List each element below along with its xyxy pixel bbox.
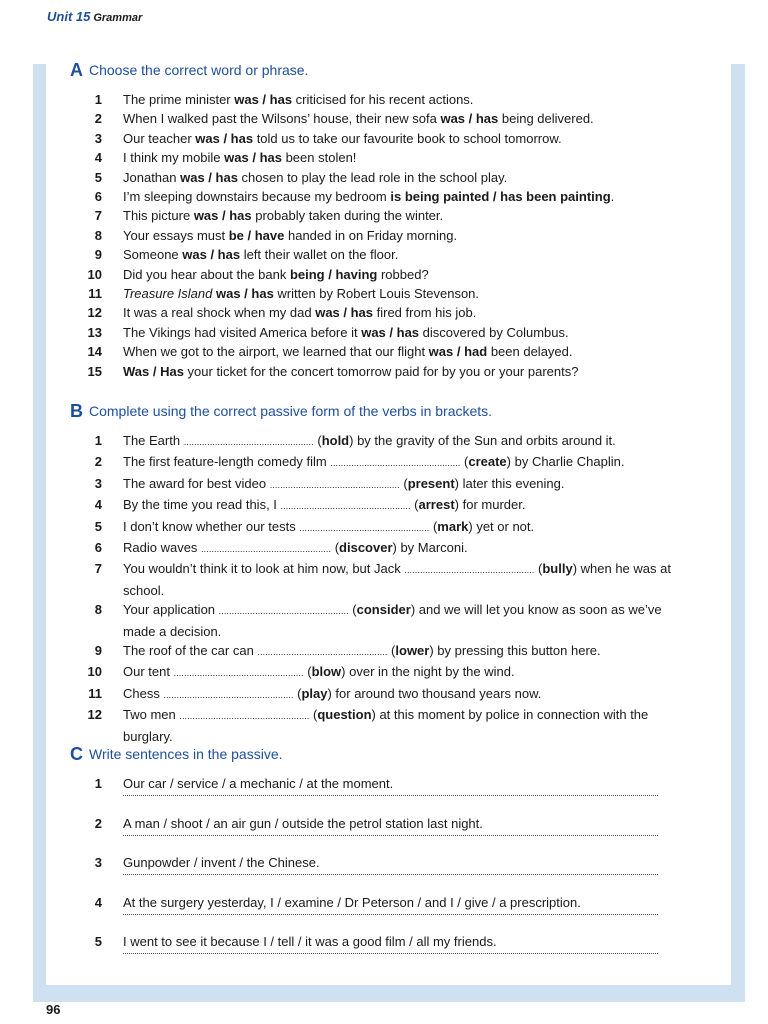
answer-blank[interactable]: ..................................................	[218, 606, 349, 617]
item-text: ) later this evening.	[454, 475, 565, 491]
item-text: your ticket for the concert tomorrow paid for by you or your parents?	[183, 363, 579, 379]
item-text: When we got to the airport, we learned that our flight	[123, 344, 429, 360]
item-text: (	[309, 707, 318, 723]
option-text: mark	[437, 518, 469, 534]
answer-blank[interactable]: ..................................................	[280, 501, 411, 512]
section-b-letter: B	[70, 401, 83, 421]
item-number: 2	[94, 454, 102, 470]
item-text: told us to take our favourite book to school tomorrow.	[253, 130, 562, 146]
item-number: 6	[94, 540, 102, 556]
exercise-item	[78, 90, 688, 109]
section-b-heading	[70, 401, 492, 422]
exercise-item	[78, 853, 688, 893]
item-text: being delivered.	[498, 111, 594, 127]
exercise-item	[78, 538, 688, 559]
exercise-item	[78, 431, 688, 452]
exercise-item	[78, 109, 688, 128]
item-text: ) by pressing this button here.	[429, 643, 601, 659]
item-text: ) at this moment by police in connection with the burglary.	[123, 707, 649, 744]
item-prompt: A man / shoot / an air gun / outside the petrol station last night.	[123, 815, 483, 831]
option-text: be / have	[228, 227, 285, 243]
item-text: You wouldn’t think it to look at him now, but Jack	[123, 561, 405, 577]
exercise-item	[78, 705, 688, 746]
option-text: was / has	[215, 286, 274, 302]
item-number: 2	[94, 111, 102, 127]
item-text: (	[534, 561, 543, 577]
item-text: (	[399, 475, 408, 491]
item-text: ) for around two thousand years now.	[327, 685, 542, 701]
item-text: The roof of the car can	[123, 643, 258, 659]
answer-blank[interactable]: ..................................................	[179, 711, 310, 722]
item-text: Our tent	[123, 664, 174, 680]
item-text: ) and we will let you know as soon as we’ve made a decision.	[123, 602, 662, 639]
exercise-item	[78, 474, 688, 495]
item-text: criticised for his recent actions.	[292, 92, 474, 107]
exercise-item	[78, 517, 688, 538]
section-c-title: Write sentences in the passive.	[89, 746, 283, 762]
exercise-item	[78, 932, 688, 972]
item-text: been delayed.	[487, 344, 573, 360]
section-a-heading	[70, 60, 308, 81]
item-number: 14	[87, 344, 102, 360]
unit-label: Unit 15	[47, 9, 91, 24]
answer-blank[interactable]: ..................................................	[269, 479, 400, 490]
item-text: I’m sleeping downstairs because my bedroom	[123, 189, 391, 205]
option-text: consider	[356, 602, 411, 618]
item-number: 4	[94, 894, 102, 910]
section-a-title: Choose the correct word or phrase.	[89, 62, 309, 78]
item-text: The first feature-length comedy film	[123, 454, 331, 470]
item-number: 3	[94, 130, 102, 146]
exercise-item	[78, 206, 688, 225]
page-number: 96	[46, 1002, 61, 1017]
item-number: 5	[94, 169, 102, 185]
exercise-item	[78, 452, 688, 473]
section-label: Grammar	[93, 12, 143, 24]
option-text: was / has	[180, 169, 238, 185]
item-text: (	[293, 685, 302, 701]
option-text: blow	[311, 664, 342, 680]
item-number: 13	[87, 324, 102, 340]
item-number: 9	[94, 643, 102, 659]
item-number: 11	[88, 685, 102, 701]
item-text: Your application	[123, 602, 219, 618]
unit-header	[47, 8, 142, 26]
item-text: ) for murder.	[454, 497, 526, 513]
item-number: 3	[94, 475, 102, 491]
item-text: Two men	[123, 707, 180, 723]
item-text: Radio waves	[123, 540, 202, 556]
item-number: 10	[87, 266, 102, 282]
item-text: ) yet or not.	[468, 518, 535, 534]
item-text: (	[303, 664, 312, 680]
item-text: Treasure Island	[123, 286, 213, 302]
item-text: Your essays must	[123, 227, 229, 243]
item-text: handed in on Friday morning.	[284, 227, 458, 243]
item-prompt: I went to see it because I / tell / it was a good film / all my friends.	[123, 934, 497, 949]
exercise-item	[78, 600, 688, 641]
item-number: 12	[87, 707, 102, 723]
exercise-item	[78, 342, 688, 361]
option-text: play	[301, 685, 328, 701]
exercise-item	[78, 662, 688, 683]
option-text: question	[317, 707, 372, 723]
item-text: probably taken during the winter.	[251, 208, 444, 224]
item-text: (	[313, 433, 322, 448]
option-text: bully	[542, 561, 573, 577]
exercise-item	[78, 148, 688, 167]
item-number: 1	[94, 776, 102, 791]
item-text: fired from his job.	[373, 305, 477, 321]
item-text: Did you hear about the bank	[123, 266, 290, 282]
item-number: 15	[87, 363, 102, 379]
item-number: 6	[94, 189, 102, 205]
item-text: This picture	[123, 208, 194, 224]
item-text: discovered by Columbus.	[419, 324, 569, 340]
answer-blank[interactable]: ..................................................	[183, 437, 314, 447]
exercise-item	[78, 168, 688, 187]
option-text: is being painted / has been painting	[390, 189, 611, 205]
exercise-item	[78, 495, 688, 516]
item-text: The award for best video	[123, 475, 270, 491]
item-number: 4	[94, 150, 102, 166]
item-text: By the time you read this, I	[123, 497, 281, 513]
option-text: discover	[339, 540, 393, 556]
answer-line[interactable]	[123, 953, 658, 954]
option-text: was / has	[224, 150, 282, 166]
item-number: 3	[94, 855, 102, 870]
option-text: was / has	[361, 324, 420, 340]
item-text: (	[348, 602, 357, 618]
answer-blank[interactable]: ..................................................	[163, 689, 294, 700]
item-text: (	[460, 454, 469, 470]
item-text: left their wallet on the floor.	[240, 247, 399, 263]
item-prompt: At the surgery yesterday, I / examine / Dr Peterson / and I / give / a prescription.	[123, 894, 581, 910]
item-text: written by Robert Louis Stevenson.	[273, 286, 480, 302]
exercise-item	[78, 559, 688, 600]
exercise-item	[78, 284, 688, 303]
section-a-letter: A	[70, 60, 83, 80]
exercise-item	[78, 265, 688, 284]
option-text: was / had	[428, 344, 488, 360]
item-text: .	[610, 189, 615, 205]
exercise-item	[78, 641, 688, 662]
exercise-item	[78, 187, 688, 206]
item-text: The Earth	[123, 433, 184, 448]
item-number: 5	[94, 934, 102, 949]
exercise-item	[78, 323, 688, 342]
option-text: arrest	[418, 497, 455, 513]
item-text: I don’t know whether our tests	[123, 518, 300, 534]
item-text: (	[387, 643, 396, 659]
section-c-list	[78, 774, 688, 972]
item-text: (	[331, 540, 340, 556]
option-text: was / has	[440, 111, 499, 127]
item-text: ) by Charlie Chaplin.	[506, 454, 625, 470]
item-number: 8	[94, 602, 102, 618]
item-text: robbed?	[377, 266, 429, 282]
item-prompt: Our car / service / a mechanic / at the moment.	[123, 776, 394, 791]
item-number: 9	[94, 247, 102, 263]
item-number: 4	[94, 497, 102, 513]
section-c-letter: C	[70, 744, 83, 764]
exercise-item	[78, 814, 688, 854]
exercise-item	[78, 303, 688, 322]
item-number: 10	[87, 664, 102, 680]
item-text: ) when he was at school.	[123, 561, 671, 598]
item-text: Chess	[123, 685, 164, 701]
item-text: It was a real shock when my dad	[123, 305, 316, 321]
answer-line[interactable]	[123, 914, 658, 915]
item-number: 1	[94, 92, 102, 107]
exercise-item	[78, 226, 688, 245]
option-text: create	[468, 454, 507, 470]
section-b-list	[78, 431, 688, 746]
section-a-list	[78, 90, 688, 381]
item-text: When I walked past the Wilsons’ house, their new sofa	[123, 111, 441, 127]
option-text: was / has	[315, 305, 374, 321]
item-text: (	[410, 497, 419, 513]
item-number: 7	[94, 208, 102, 224]
item-text: Jonathan	[123, 169, 181, 185]
item-text: chosen to play the lead role in the school play.	[237, 169, 508, 185]
item-number: 1	[94, 433, 102, 448]
option-text: Was / Has	[123, 363, 184, 379]
item-text: (	[429, 518, 438, 534]
item-text: Our teacher	[123, 130, 196, 146]
item-number: 2	[94, 815, 102, 831]
item-text: ) by Marconi.	[392, 540, 468, 556]
exercise-item	[78, 362, 688, 381]
option-text: was / has	[182, 247, 241, 263]
item-text: The prime minister	[123, 92, 235, 107]
answer-blank[interactable]: ..................................................	[173, 668, 304, 679]
item-number: 8	[94, 227, 102, 243]
exercise-item	[78, 129, 688, 148]
option-text: present	[407, 475, 455, 491]
item-number: 12	[87, 305, 102, 321]
option-text: was / has	[193, 208, 252, 224]
item-number: 7	[94, 561, 102, 577]
item-number: 5	[94, 518, 102, 534]
answer-line[interactable]	[123, 795, 658, 796]
exercise-item	[78, 774, 688, 814]
item-text: The Vikings had visited America before it	[123, 324, 362, 340]
option-text: was / has	[195, 130, 254, 146]
exercise-item	[78, 893, 688, 933]
answer-line[interactable]	[123, 874, 658, 875]
answer-blank[interactable]: ..................................................	[201, 544, 332, 555]
option-text: hold	[321, 433, 350, 448]
item-prompt: Gunpowder / invent / the Chinese.	[123, 855, 320, 870]
item-text: been stolen!	[281, 150, 357, 166]
option-text: lower	[395, 643, 430, 659]
item-number: 11	[88, 286, 102, 302]
exercise-item	[78, 684, 688, 705]
item-text: I think my mobile	[123, 150, 225, 166]
answer-blank[interactable]: ..................................................	[404, 565, 535, 576]
answer-blank[interactable]: ..................................................	[257, 647, 388, 658]
option-text: being / having	[289, 266, 378, 282]
section-b-title: Complete using the correct passive form of the verbs in brackets.	[89, 403, 493, 419]
item-text: Someone	[123, 247, 183, 263]
option-text: was / has	[234, 92, 293, 107]
answer-blank[interactable]: ..................................................	[330, 458, 461, 469]
answer-blank[interactable]: ..................................................	[299, 522, 430, 533]
item-text: ) by the gravity of the Sun and orbits around it.	[349, 433, 616, 448]
exercise-item	[78, 245, 688, 264]
answer-line[interactable]	[123, 835, 658, 836]
item-text: ) over in the night by the wind.	[341, 664, 515, 680]
section-c-heading	[70, 744, 283, 765]
